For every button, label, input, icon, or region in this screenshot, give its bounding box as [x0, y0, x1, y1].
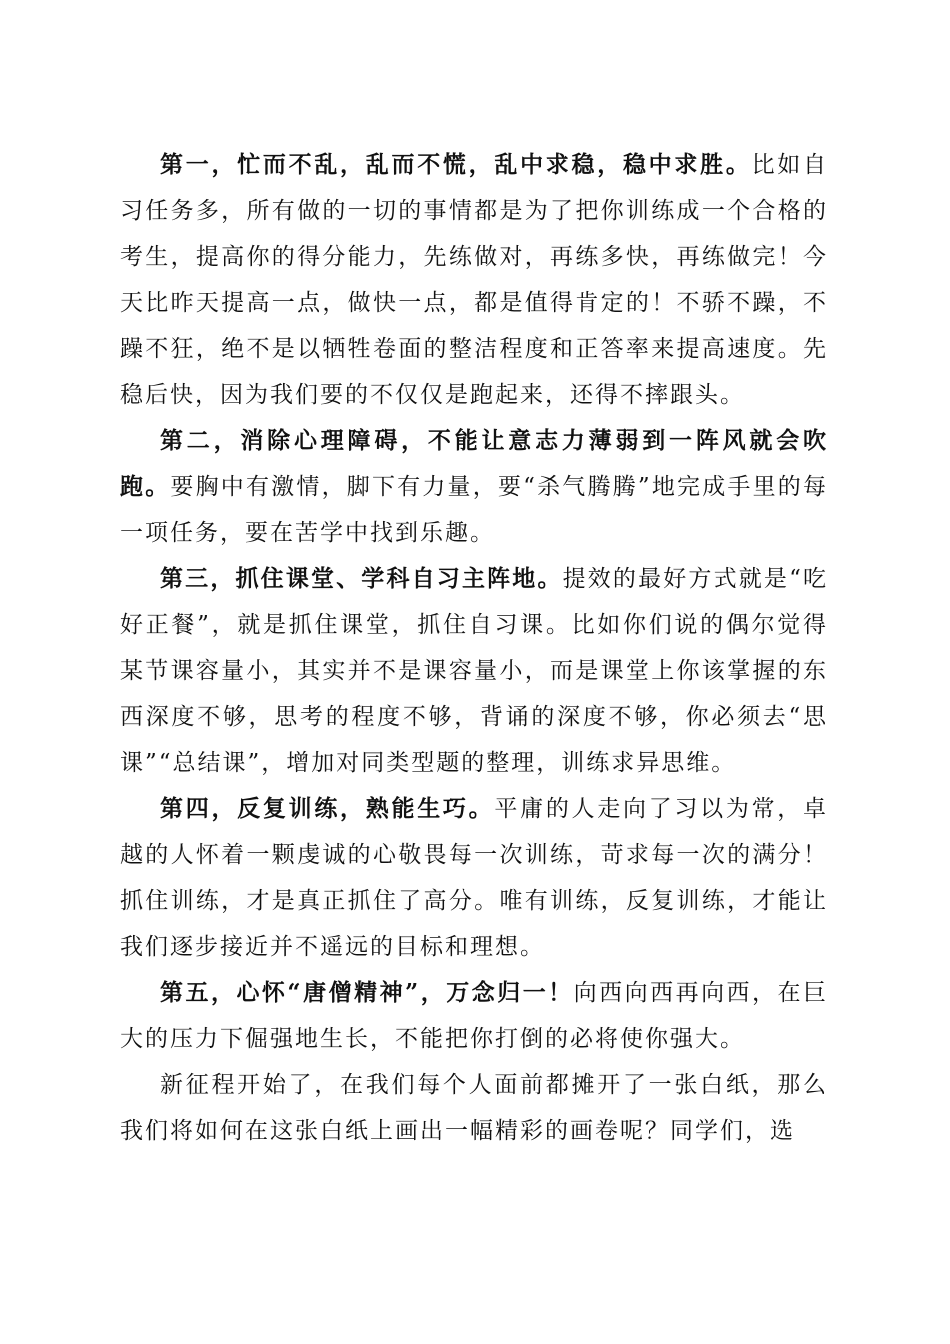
paragraph-4-body: 平庸的人走向了习以为常，卓越的人怀着一颗虔诚的心敬畏每一次训练，苛求每一次的满分！抓住训练，才是真正抓住了高分。唯有训练，反复训练，才能让我们逐步接近并不遥远的目标和理想。: [120, 796, 829, 960]
paragraph-1-body: 比如自习任务多，所有做的一切的事情都是为了把你训练成一个合格的考生，提高你的得分能力，先练做对，再练多快，再练做完！今天比昨天提高一点，做快一点，都是值得肯定的！不骄不躁，不躁不狂，绝不是以牺牲卷面的整洁程度和正答率来提高速度。先稳后快，因为我们要的不仅仅是跑起来，还得不摔跟头。: [120, 152, 829, 408]
paragraph-3-body: 提效的最好方式就是“吃好正餐”，就是抓住课堂，抓住自习课。比如你们说的偶尔觉得某节课容量小，其实并不是课容量小，而是课堂上你该掌握的东西深度不够，思考的程度不够，背诵的深度不够，你必须去“思课”“总结课”，增加对同类型题的整理，训练求异思维。: [120, 566, 828, 776]
paragraph-6: [120, 1062, 828, 1154]
paragraph-4-lead: 第四，反复训练，熟能生巧。: [160, 795, 495, 822]
paragraph-4: [120, 786, 828, 970]
paragraph-2-body: 要胸中有激情，脚下有力量，要“杀气腾腾”地完成手里的每一项任务，要在苦学中找到乐趣。: [120, 474, 828, 546]
paragraph-2-lead: 第二，消除心理障碍，不能让意志力薄弱到一阵风就会吹跑。: [120, 427, 828, 500]
paragraph-3: [120, 556, 828, 786]
paragraph-3-lead: 第三，抓住课堂、学科自习主阵地。: [160, 565, 563, 592]
document-page: [120, 142, 828, 1154]
paragraph-5-body: 向西向西再向西，在巨大的压力下倔强地生长，不能把你打倒的必将使你强大。: [120, 980, 828, 1052]
paragraph-1: [120, 142, 828, 418]
paragraph-5-lead: 第五，心怀“唐僧精神”，万念归一！: [160, 979, 574, 1006]
paragraph-6-body: 新征程开始了，在我们每个人面前都摊开了一张白纸，那么我们将如何在这张白纸上画出一幅精彩的画卷呢？同学们，选: [120, 1072, 828, 1144]
paragraph-5: [120, 970, 828, 1062]
paragraph-1-lead: 第一，忙而不乱，乱而不慌，乱中求稳，稳中求胜。: [160, 151, 752, 178]
paragraph-2: [120, 418, 828, 556]
